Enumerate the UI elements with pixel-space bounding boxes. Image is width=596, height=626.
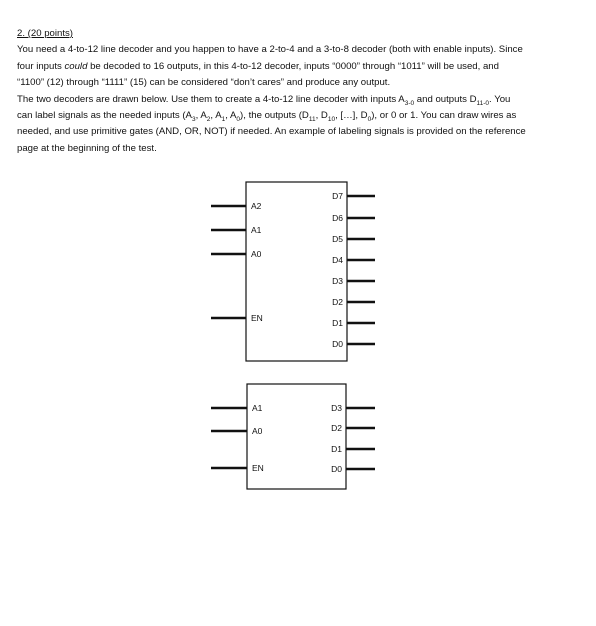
question-text-segment: and outputs D	[414, 93, 477, 105]
output-pin-label: D6	[332, 213, 343, 223]
question-text-segment: , […], D	[335, 110, 368, 122]
output-pin-label: D1	[331, 444, 342, 454]
question-text-segment: , A	[195, 110, 207, 122]
output-pin-label: D2	[331, 423, 342, 433]
question-text-segment: ), the outputs (D	[240, 110, 309, 122]
output-pin-label: D3	[332, 276, 343, 286]
decoder-3-to-8	[211, 182, 375, 361]
question-text-segment: The two decoders are drawn below. Use them to create a 4-to-12 line decoder with inputs A	[17, 93, 405, 105]
output-pin-label: D4	[332, 255, 343, 265]
question-text-segment: be decoded to 16 outputs, in this 4-to-12 decoder, inputs “0000” through “1011” will be used, and	[87, 60, 499, 72]
input-pin-label: A1	[252, 403, 263, 413]
input-pin-label: A0	[252, 426, 263, 436]
question-text-segment: . You	[489, 93, 511, 105]
question-text-segment: four inputs	[17, 60, 65, 72]
question-text-segment: 10	[327, 115, 336, 123]
input-pin-label: EN	[251, 313, 263, 323]
question-text-segment: 2	[206, 115, 211, 123]
input-pin-label: A1	[251, 225, 262, 235]
decoder-2-to-4	[211, 384, 375, 489]
input-pin-label: A0	[251, 249, 262, 259]
question-text-segment: can label signals as the needed inputs (A	[17, 110, 192, 122]
question-text-segment: 3-0	[404, 99, 415, 107]
question-text-segment: page at the beginning of the test.	[17, 142, 157, 154]
question-title: 2. (20 points)	[17, 28, 73, 39]
output-pin-label: D0	[331, 464, 342, 474]
output-pin-label: D0	[332, 339, 343, 349]
output-pin-label: D5	[332, 234, 343, 244]
question-text-segment: 0	[367, 115, 372, 123]
question-text-segment: 3	[191, 115, 196, 123]
question-text-segment: 11	[308, 115, 316, 123]
output-pin-label: D7	[332, 191, 343, 201]
question-text-segment: ), or 0 or 1. You can draw wires as	[371, 110, 517, 122]
input-pin-label: EN	[252, 463, 264, 473]
question-text-segment: “1100” (12) through “1111” (15) can be considered “don’t cares” and produce any output.	[17, 77, 391, 89]
question-text-segment: needed, and use primitive gates (AND, OR, NOT) if needed. An example of labeling signals is provided on the reference	[17, 126, 526, 138]
output-pin-label: D2	[332, 297, 343, 307]
input-pin-label: A2	[251, 201, 262, 211]
output-pin-label: D3	[331, 403, 342, 413]
question-text-segment: , A	[210, 110, 222, 122]
question-text-segment: 11-0	[476, 99, 490, 107]
question-text-segment: , D	[315, 110, 328, 122]
output-pin-label: D1	[332, 318, 343, 328]
question-text-segment: could	[64, 60, 88, 72]
question-text-segment: You need a 4-to-12 line decoder and you happen to have a 2-to-4 and a 3-to-8 decoder (both with enable inputs). Since	[17, 44, 523, 56]
question-text-segment: 0	[236, 115, 241, 123]
question-text-segment: , A	[225, 110, 237, 122]
question-text-segment: 1	[221, 115, 226, 123]
